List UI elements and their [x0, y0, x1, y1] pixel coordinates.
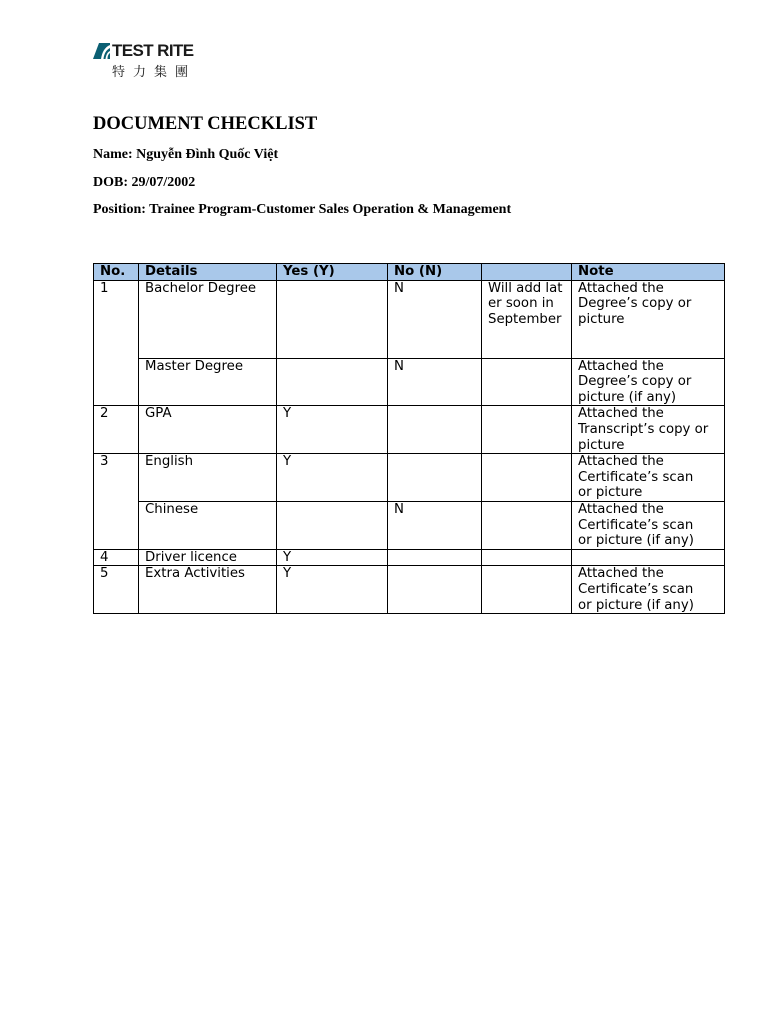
table-row: [94, 280, 725, 358]
header-note: Note: [572, 264, 725, 281]
logo-brand-text: TEST RITE: [112, 41, 194, 60]
cell-yes: Y: [277, 406, 388, 454]
cell-yes: [277, 501, 388, 549]
cell-detail: Extra Activities: [139, 566, 277, 614]
cell-note: Attached the Certificate’s scan or picture: [572, 454, 725, 502]
cell-no-n: N: [388, 501, 482, 549]
header-no-n: No (N): [388, 264, 482, 281]
document-checklist-table: [93, 263, 725, 614]
cell-detail: Driver licence: [139, 549, 277, 566]
cell-remark: [482, 358, 572, 406]
table-row: [94, 454, 725, 502]
cell-yes: Y: [277, 549, 388, 566]
cell-remark: [482, 406, 572, 454]
cell-no-n: [388, 566, 482, 614]
cell-detail: Chinese: [139, 501, 277, 549]
table-row: [94, 358, 725, 406]
cell-remark: [482, 566, 572, 614]
table-row: [94, 566, 725, 614]
cell-detail: Master Degree: [139, 358, 277, 406]
applicant-position: Position: Trainee Program-Customer Sales Operation & Management: [93, 202, 512, 217]
cell-note: Attached the Degree’s copy or picture (if any): [572, 358, 725, 406]
cell-remark: Will add later soon in September: [482, 280, 572, 358]
table-row: [94, 406, 725, 454]
cell-yes: [277, 280, 388, 358]
cell-no: 3: [94, 454, 139, 550]
logo-chinese-text: 特力集團: [112, 65, 197, 80]
document-title: DOCUMENT CHECKLIST: [93, 114, 318, 134]
cell-no: 4: [94, 549, 139, 566]
cell-note: Attached the Degree’s copy or picture: [572, 280, 725, 358]
company-logo: [93, 42, 203, 80]
cell-remark: [482, 549, 572, 566]
cell-note: Attached the Transcript’s copy or picture: [572, 406, 725, 454]
applicant-dob: DOB: 29/07/2002: [93, 175, 196, 190]
cell-yes: Y: [277, 454, 388, 502]
test-rite-logo-mark-icon: [93, 43, 110, 59]
cell-remark: [482, 454, 572, 502]
cell-yes: Y: [277, 566, 388, 614]
cell-no: 1: [94, 280, 139, 406]
applicant-name: Name: Nguyễn Đình Quốc Việt: [93, 147, 279, 162]
header-yes: Yes (Y): [277, 264, 388, 281]
cell-yes: [277, 358, 388, 406]
cell-note: [572, 549, 725, 566]
header-remark: [482, 264, 572, 281]
cell-note: Attached the Certificate’s scan or picture (if any): [572, 566, 725, 614]
table-row: [94, 501, 725, 549]
cell-detail: English: [139, 454, 277, 502]
cell-remark: [482, 501, 572, 549]
table-row: [94, 549, 725, 566]
cell-detail: GPA: [139, 406, 277, 454]
cell-no-n: [388, 454, 482, 502]
cell-note: Attached the Certificate’s scan or picture (if any): [572, 501, 725, 549]
cell-no-n: [388, 549, 482, 566]
header-no: No.: [94, 264, 139, 281]
header-details: Details: [139, 264, 277, 281]
cell-no: 2: [94, 406, 139, 454]
cell-no-n: N: [388, 280, 482, 358]
cell-detail: Bachelor Degree: [139, 280, 277, 358]
cell-no-n: N: [388, 358, 482, 406]
table-header-row: [94, 264, 725, 281]
cell-no-n: [388, 406, 482, 454]
cell-no: 5: [94, 566, 139, 614]
